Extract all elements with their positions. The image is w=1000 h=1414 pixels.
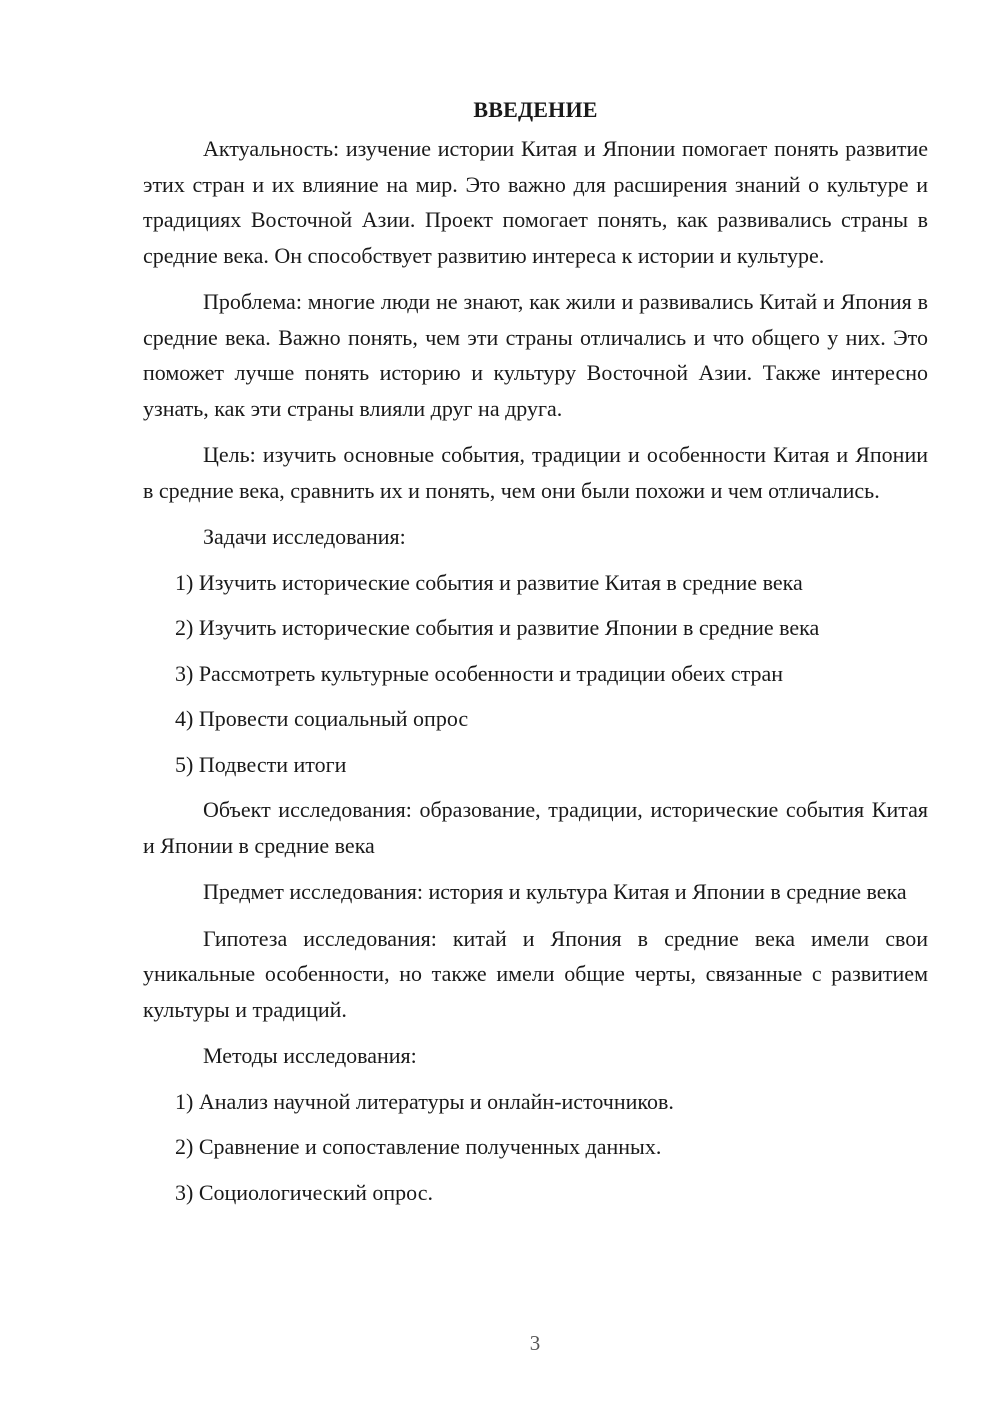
task-item: 5) Подвести итоги <box>175 751 347 777</box>
object-paragraph: Объект исследования: образование, традиции, исторические события Китая и Японии в средние века <box>143 797 928 858</box>
page-number: 3 <box>529 1331 541 1355</box>
methods-heading: Методы исследования: <box>203 1043 417 1068</box>
problem-paragraph: Проблема: многие люди не знают, как жили и развивались Китай и Япония в средние века. Важно понять, чем эти страны отличались и что общего у них. Это поможет лучше понять историю и культуру Восточной Азии. Также интересно узнать, как эти страны влияли друг на друга. <box>143 289 928 421</box>
subject-paragraph: Предмет исследования: история и культура Китая и Японии в средние века <box>203 879 907 904</box>
method-item: 1) Анализ научной литературы и онлайн-источников. <box>175 1088 674 1114</box>
task-item: 1) Изучить исторические события и развитие Китая в средние века <box>175 569 803 595</box>
task-item: 3) Рассмотреть культурные особенности и традиции обеих стран <box>175 660 784 686</box>
document-page <box>143 92 928 1220</box>
goal-paragraph: Цель: изучить основные события, традиции и особенности Китая и Японии в средние века, сравнить их и понять, чем они были похожи и чем отличались. <box>143 442 928 503</box>
task-item: 2) Изучить исторические события и развитие Японии в средние века <box>175 615 820 640</box>
method-item: 3) Социологический опрос. <box>175 1179 433 1205</box>
method-item: 2) Сравнение и сопоставление полученных данных. <box>175 1134 662 1159</box>
task-item: 4) Провести социальный опрос <box>175 706 469 731</box>
relevance-paragraph: Актуальность: изучение истории Китая и Японии помогает понять развитие этих стран и их влияние на мир. Это важно для расширения знаний о культуре и традициях Восточной Азии. Проект помогает понять, как развивались страны в средние века. Он способствует развитию интереса к истории и культуре. <box>143 136 928 268</box>
hypothesis-paragraph: Гипотеза исследования: китай и Япония в средние века имели свои уникальные особенности, но также имели общие черты, связанные с развитием культуры и традиций. <box>143 925 928 1022</box>
tasks-heading: Задачи исследования: <box>203 524 406 549</box>
section-title: ВВЕДЕНИЕ <box>473 97 598 122</box>
